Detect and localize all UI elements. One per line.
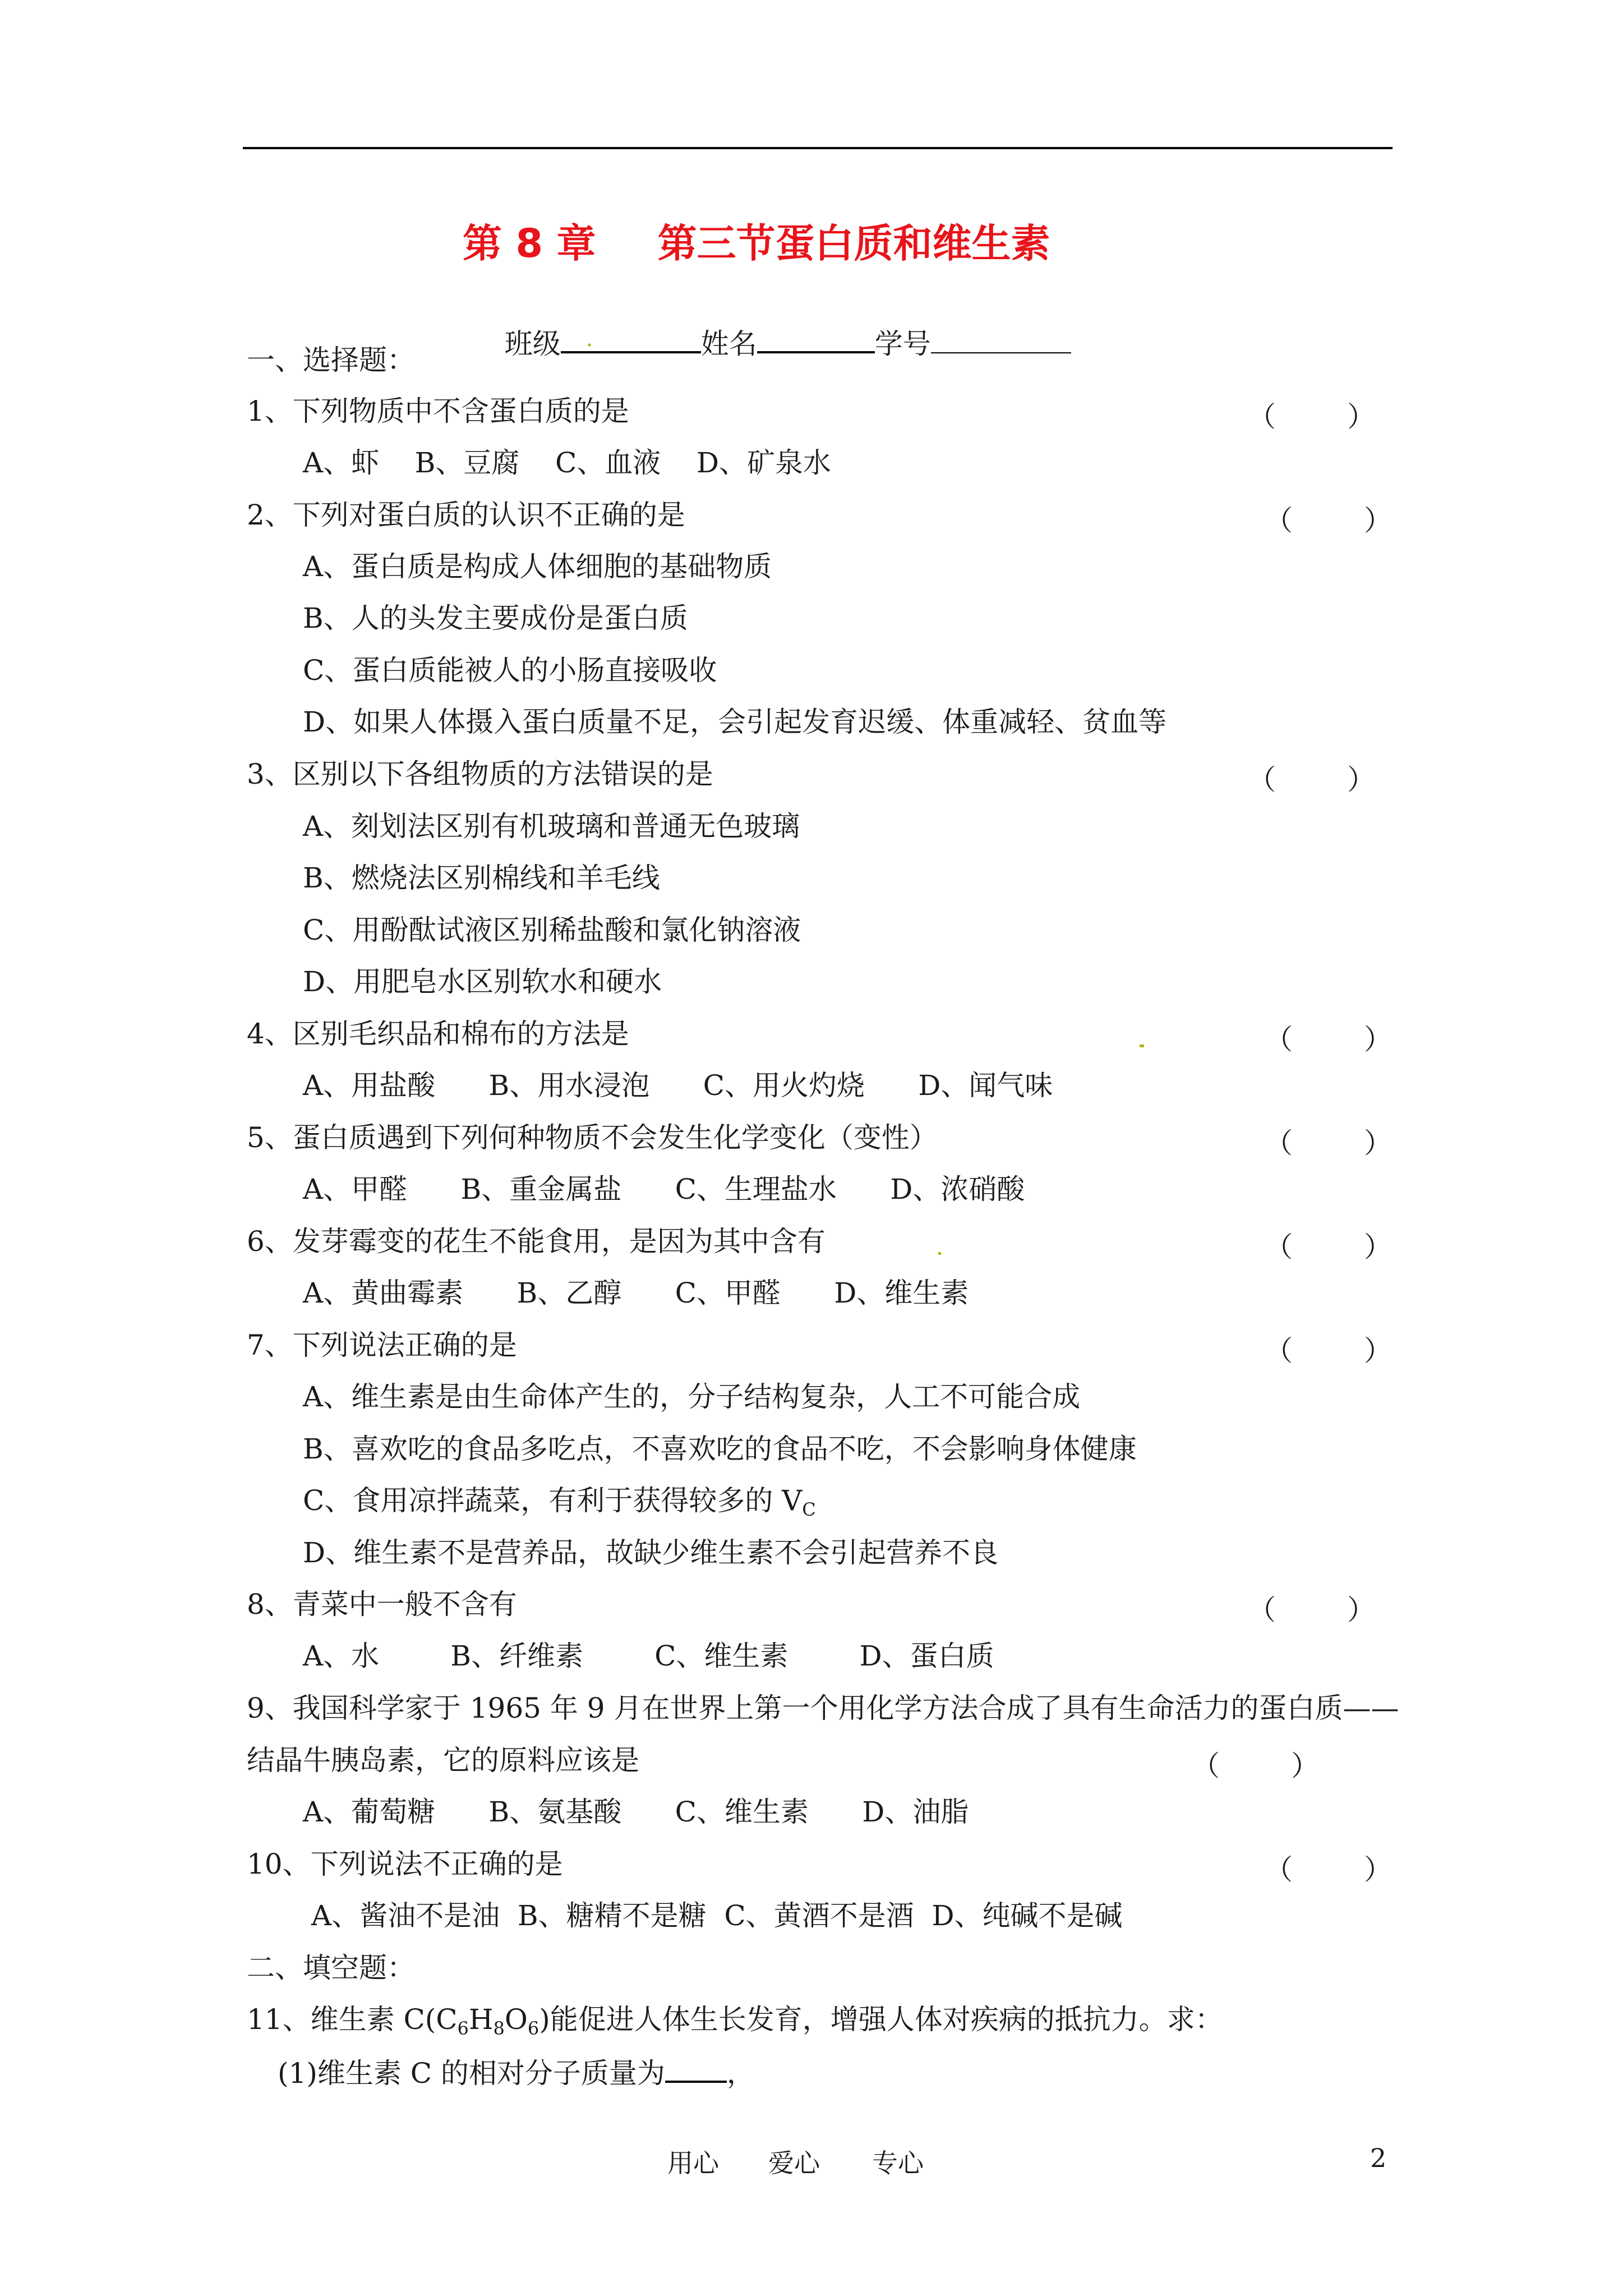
question-5-stem: 5、蛋白质遇到下列何种物质不会发生化学变化（变性） bbox=[247, 1121, 938, 1154]
question-9-options: A、葡萄糖 B、氨基酸 C、维生素 D、油脂 bbox=[303, 1796, 969, 1828]
question-7-option-a: A、维生素是由生命体产生的，分子结构复杂，人工不可能合成 bbox=[303, 1381, 1081, 1413]
question-4-options: A、用盐酸 B、用水浸泡 C、用火灼烧 D、闻气味 bbox=[303, 1069, 1053, 1102]
question-3-answer[interactable]: （ ） bbox=[1248, 763, 1376, 796]
footer-motto-2: 爱心 bbox=[768, 2148, 820, 2178]
name-label: 姓名 bbox=[700, 328, 757, 360]
q11-sub: 8 bbox=[493, 2018, 505, 2039]
section-heading-choice: 一、选择题： bbox=[247, 344, 415, 376]
question-6-stem: 6、发芽霉变的花生不能食用，是因为其中含有 bbox=[247, 1225, 826, 1258]
question-9-stem-line1: 9、我国科学家于 1965 年 9 月在世界上第一个用化学方法合成了具有生命活力的蛋白质—— bbox=[247, 1692, 1399, 1724]
question-3-option-b: B、燃烧法区别棉线和羊毛线 bbox=[303, 862, 660, 894]
question-9-stem-line2: 结晶牛胰岛素，它的原料应该是 bbox=[247, 1744, 639, 1777]
question-10-stem: 10、下列说法不正确的是 bbox=[247, 1848, 563, 1880]
question-4-stem: 4、区别毛织品和棉布的方法是 bbox=[247, 1018, 629, 1050]
class-field[interactable] bbox=[561, 325, 701, 353]
option-c-text: C、食用凉拌蔬菜，有利于获得较多的 V bbox=[303, 1484, 803, 1517]
question-3-option-d: D、用肥皂水区别软水和硬水 bbox=[303, 965, 662, 998]
id-label: 学号 bbox=[874, 328, 931, 360]
q11-sub: 6 bbox=[457, 2018, 469, 2039]
question-8-answer[interactable]: （ ） bbox=[1248, 1594, 1376, 1626]
vc-subscript: C bbox=[802, 1499, 816, 1520]
question-2-option-b: B、人的头发主要成份是蛋白质 bbox=[303, 602, 688, 634]
q11-o: O bbox=[504, 2003, 528, 2036]
stray-dot bbox=[1140, 1045, 1144, 1047]
question-11-stem bbox=[247, 2003, 1223, 2045]
question-3-option-a: A、刻划法区别有机玻璃和普通无色玻璃 bbox=[303, 810, 800, 843]
question-2-stem: 2、下列对蛋白质的认识不正确的是 bbox=[247, 499, 685, 531]
q11-stem-a: 11、维生素 C(C bbox=[247, 2003, 458, 2036]
question-2-option-c: C、蛋白质能被人的小肠直接吸收 bbox=[303, 654, 717, 687]
question-3-stem: 3、区别以下各组物质的方法错误的是 bbox=[247, 758, 713, 790]
question-7-option-c bbox=[303, 1484, 816, 1526]
question-1-answer[interactable]: （ ） bbox=[1248, 401, 1376, 433]
header-rule bbox=[243, 147, 1393, 149]
footer-motto-1: 用心 bbox=[667, 2148, 719, 2178]
question-10-options: A、酱油不是油 B、糖精不是糖 C、黄酒不是酒 D、纯碱不是碱 bbox=[311, 1899, 1123, 1932]
question-2-option-a: A、蛋白质是构成人体细胞的基础物质 bbox=[303, 550, 772, 583]
question-7-option-d: D、维生素不是营养品，故缺少维生素不会引起营养不良 bbox=[303, 1536, 999, 1569]
question-3-option-c: C、用酚酞试液区别稀盐酸和氯化钠溶液 bbox=[303, 914, 801, 946]
question-7-stem: 7、下列说法正确的是 bbox=[247, 1329, 517, 1361]
question-7-option-b: B、喜欢吃的食品多吃点，不喜欢吃的食品不吃，不会影响身体健康 bbox=[303, 1433, 1137, 1465]
name-field[interactable] bbox=[757, 325, 875, 353]
chapter-label: 第 8 章 bbox=[463, 220, 596, 266]
question-6-answer[interactable]: （ ） bbox=[1265, 1231, 1393, 1263]
question-1-stem: 1、下列物质中不含蛋白质的是 bbox=[247, 395, 629, 427]
class-mark: . bbox=[585, 326, 593, 352]
question-1-options: A、虾 B、豆腐 C、血液 D、矿泉水 bbox=[303, 447, 831, 479]
question-8-stem: 8、青菜中一般不含有 bbox=[247, 1588, 517, 1621]
student-id-field[interactable] bbox=[931, 326, 1071, 353]
student-info-row bbox=[487, 292, 1071, 361]
class-label: 班级 bbox=[504, 328, 561, 360]
section-title: 第三节蛋白质和维生素 bbox=[657, 220, 1050, 266]
question-4-answer[interactable]: （ ） bbox=[1265, 1023, 1393, 1056]
q11-part1-end: ， bbox=[726, 2057, 755, 2090]
q11-stem-b: )能促进人体生长发育，增强人体对疾病的抵抗力。求： bbox=[539, 2003, 1223, 2036]
q11-part1-text: (1)维生素 C 的相对分子质量为 bbox=[278, 2057, 665, 2090]
question-5-options: A、甲醛 B、重金属盐 C、生理盐水 D、浓硝酸 bbox=[303, 1173, 1025, 1205]
q11-sub: 6 bbox=[527, 2018, 540, 2039]
footer-motto-3: 专心 bbox=[872, 2148, 924, 2178]
question-11-part-1 bbox=[278, 2055, 755, 2090]
question-5-answer[interactable]: （ ） bbox=[1265, 1127, 1393, 1159]
question-10-answer[interactable]: （ ） bbox=[1265, 1853, 1393, 1886]
page-number: 2 bbox=[1370, 2143, 1387, 2173]
section-heading-fill: 二、填空题： bbox=[247, 1952, 415, 1984]
stray-dot bbox=[938, 1252, 941, 1255]
question-8-options: A、水 B、纤维素 C、维生素 D、蛋白质 bbox=[303, 1640, 994, 1672]
question-2-answer[interactable]: （ ） bbox=[1265, 504, 1393, 537]
question-6-options: A、黄曲霉素 B、乙醇 C、甲醛 D、维生素 bbox=[303, 1277, 969, 1309]
question-2-option-d: D、如果人体摄入蛋白质量不足，会引起发育迟缓、体重减轻、贫血等 bbox=[303, 706, 1167, 738]
page-title bbox=[463, 212, 1050, 269]
question-7-answer[interactable]: （ ） bbox=[1265, 1335, 1393, 1367]
q11-h: H bbox=[468, 2003, 494, 2036]
question-9-answer[interactable]: （ ） bbox=[1192, 1750, 1320, 1782]
q11-part1-blank[interactable] bbox=[665, 2055, 727, 2083]
